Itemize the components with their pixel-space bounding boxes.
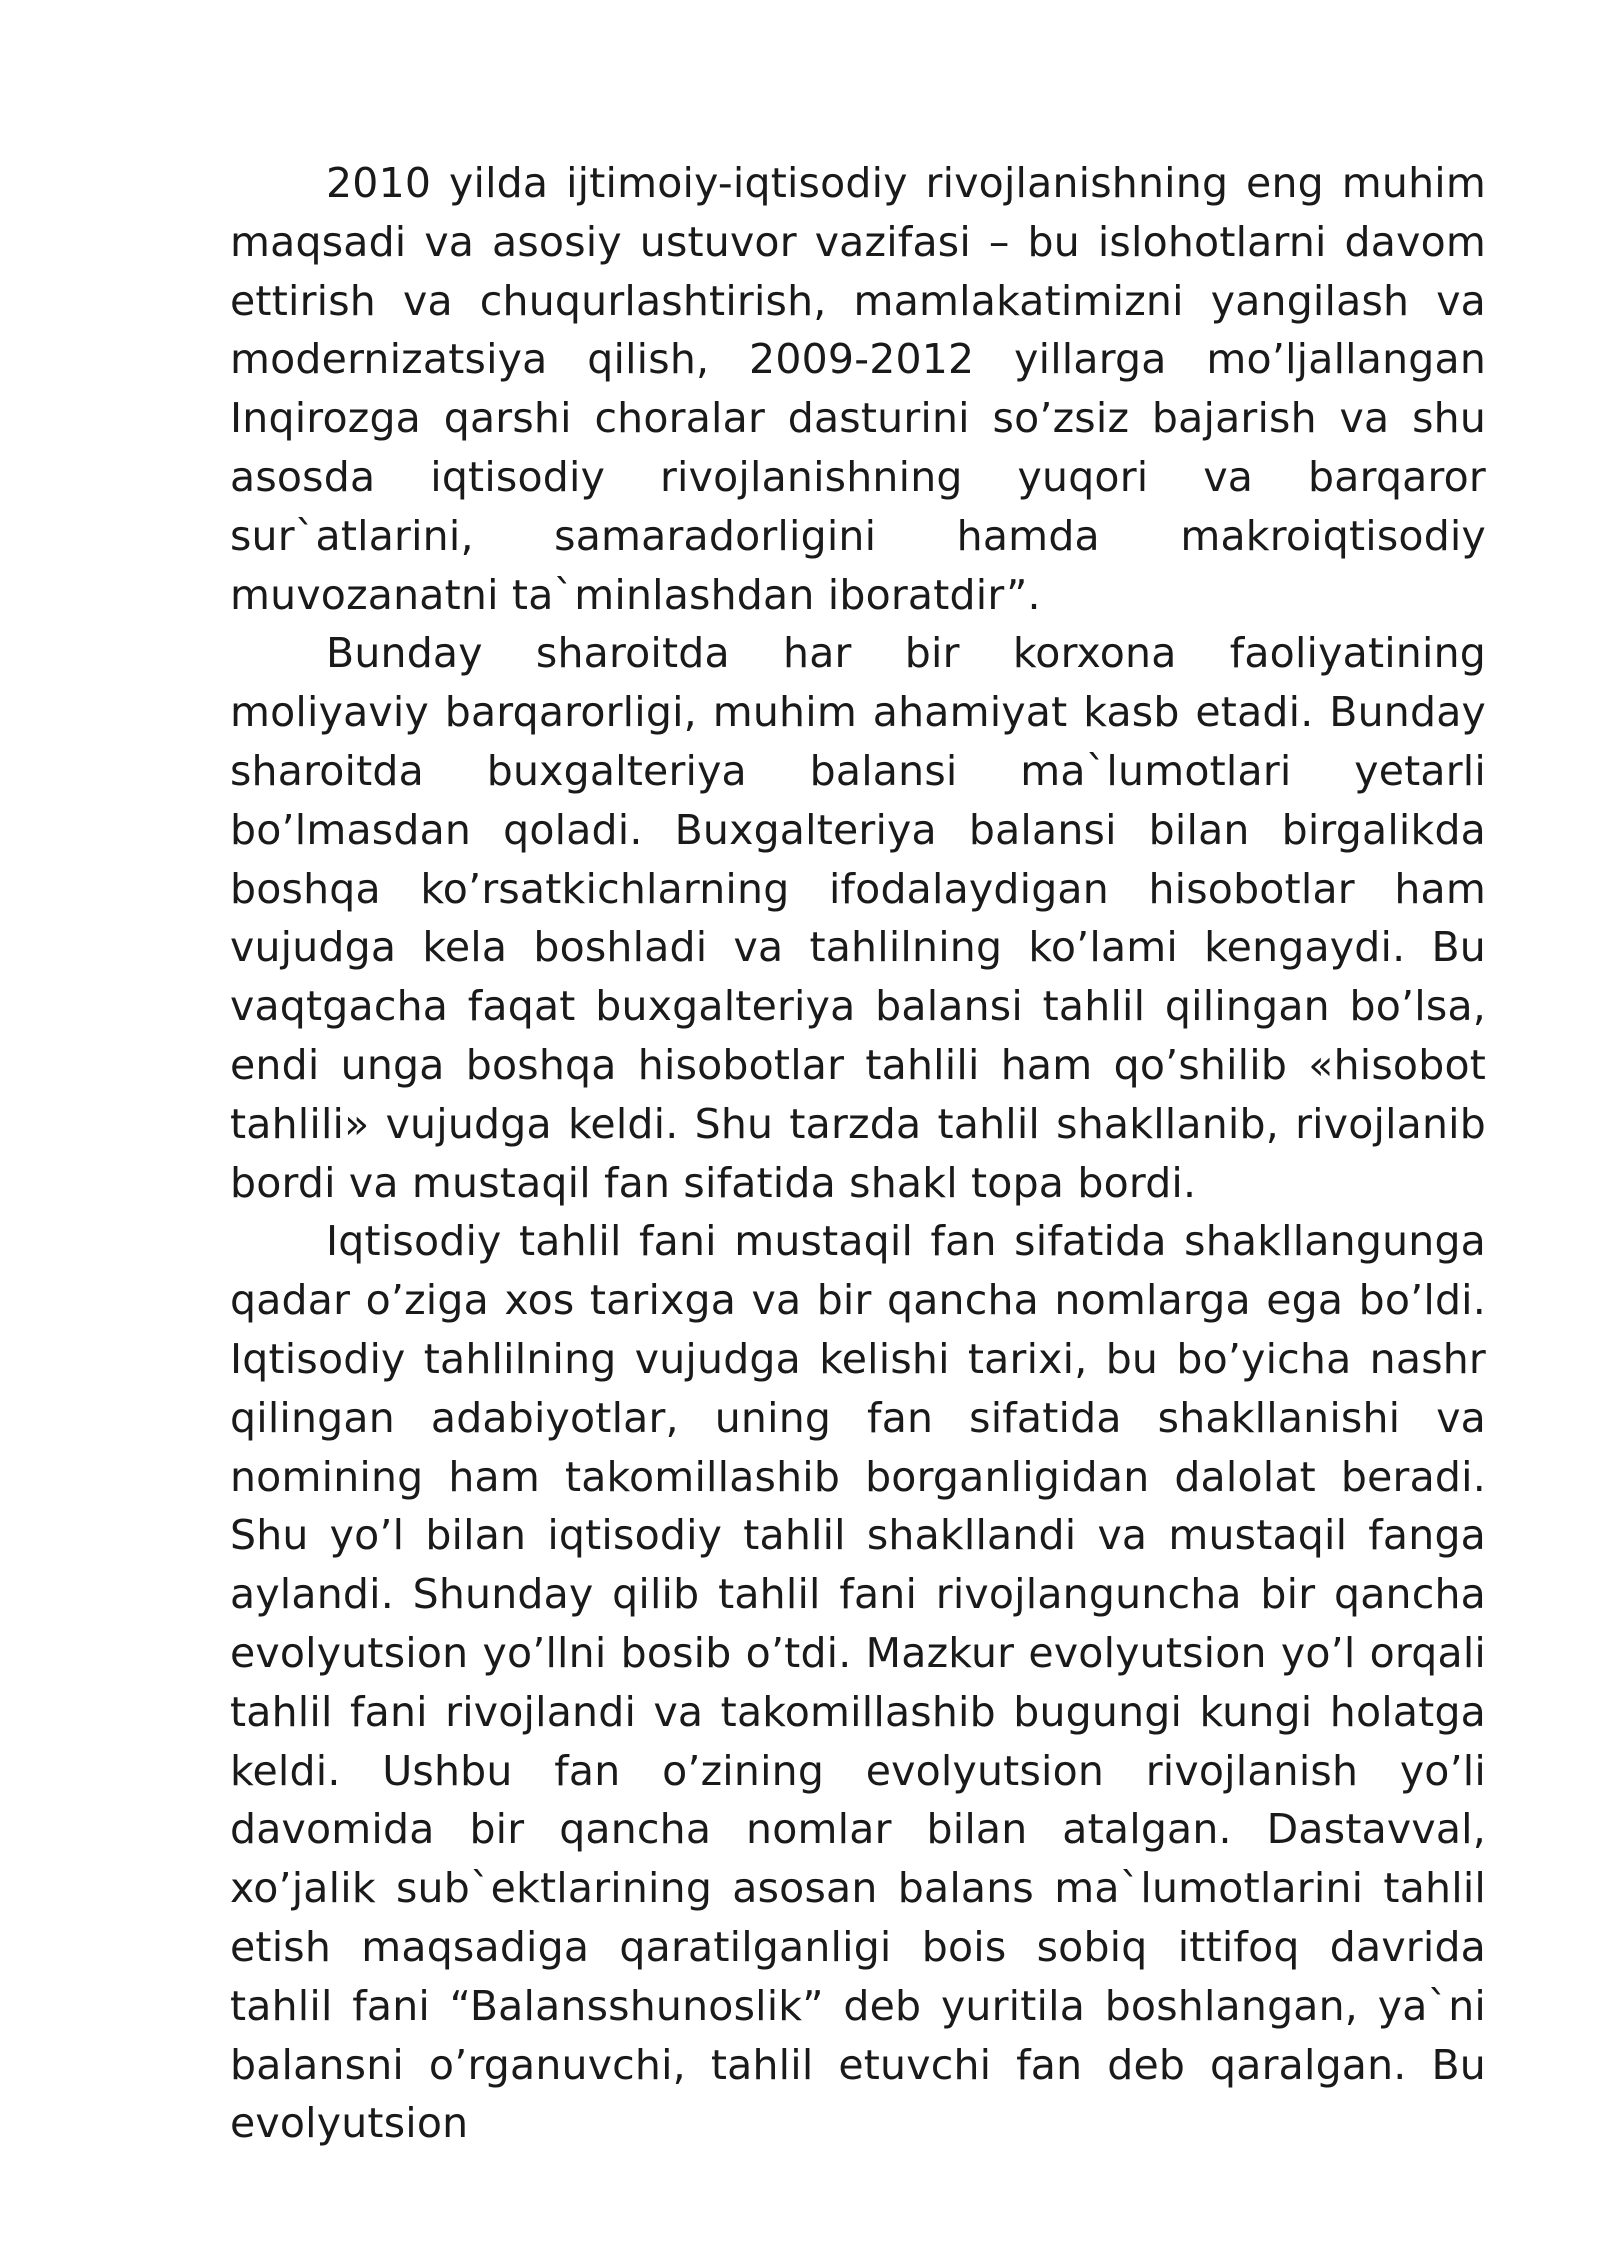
document-body <box>230 154 1486 2153</box>
paragraph-2: Bunday sharoitda har bir korxona faoliyatining moliyaviy barqarorligi, muhim ahamiyat kasb etadi. Bunday sharoitda buxgalteriya balansi ma`lumotlari yetarli bo’lmasdan qoladi. Buxgalteriya balansi bilan birgalikda boshqa ko’rsatkichlarning ifodalaydigan hisobotlar ham vujudga kela boshladi va tahlilning ko’lami kengaydi. Bu vaqtgacha faqat buxgalteriya balansi tahlil qilingan bo’lsa, endi unga boshqa hisobotlar tahlili ham qo’shilib «hisobot tahlili» vujudga keldi. Shu tarzda tahlil shakllanib, rivojlanib bordi va mustaqil fan sifatida shakl topa bordi. <box>230 629 1486 1207</box>
paragraph-3: Iqtisodiy tahlil fani mustaqil fan sifatida shakllangunga qadar o’ziga xos tarixga va bir qancha nomlarga ega bo’ldi. Iqtisodiy tahlilning vujudga kelishi tarixi, bu bo’yicha nashr qilingan adabiyotlar, uning fan sifatida shakllanishi va nomining ham takomillashib borganligidan dalolat beradi. Shu yo’l bilan iqtisodiy tahlil shakllandi va mustaqil fanga aylandi. Shunday qilib tahlil fani rivojlanguncha bir qancha evolyutsion yo’llni bosib o’tdi. Mazkur evolyutsion yo’l orqali tahlil fani rivojlandi va takomillashib bugungi kungi holatga keldi. Ushbu fan o’zining evolyutsion rivojlanish yo’li davomida bir qancha nomlar bilan atalgan. Dastavval, xo’jalik sub`ektlarining asosan balans ma`lumotlarini tahlil etish maqsadiga qaratilganligi bois sobiq ittifoq davrida tahlil fani “Balansshunoslik” deb yuritila boshlangan, ya`ni balansni o’rganuvchi, tahlil etuvchi fan deb qaralgan. Bu evolyutsion <box>230 1217 1486 2148</box>
paragraph-1: 2010 yilda ijtimoiy-iqtisodiy rivojlanishning eng muhim maqsadi va asosiy ustuvor vazifasi – bu islohotlarni davom ettirish va chuqurlashtirish, mamlakatimizni yangilash va modernizatsiya qilish, 2009-2012 yillarga mo’ljallangan Inqirozga qarshi choralar dasturini so’zsiz bajarish va shu asosda iqtisodiy rivojlanishning yuqori va barqaror sur`atlarini, samaradorligini hamda makroiqtisodiy muvozanatni ta`minlashdan iboratdir”. <box>230 159 1486 619</box>
